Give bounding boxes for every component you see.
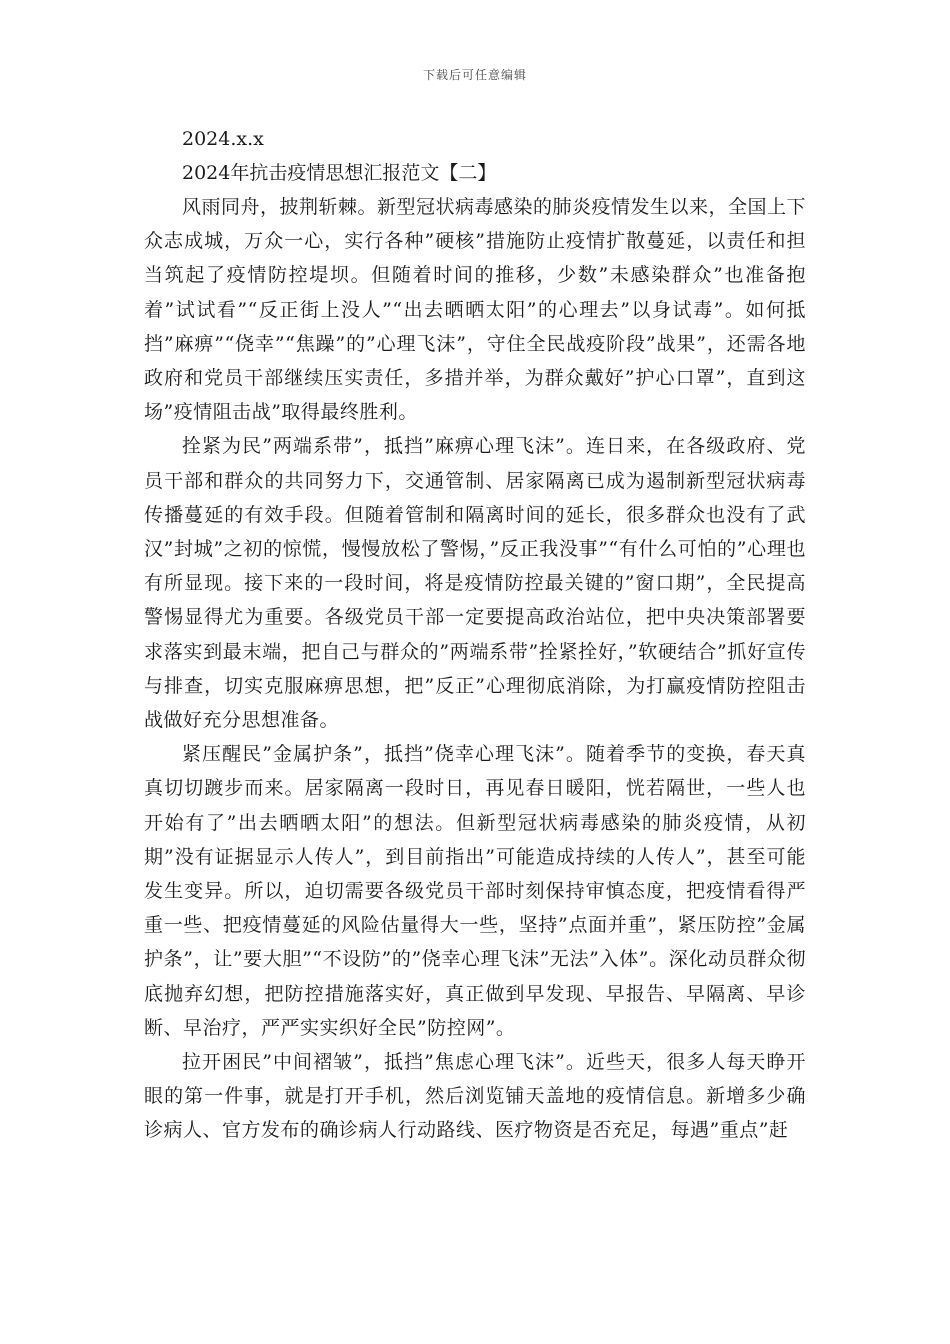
paragraph-2: 拴紧为民”两端系带”，抵挡”麻痹心理飞沫”。连日来，在各级政府、党员干部和群众的共同努力下，交通管制、居家隔离已成为遏制新型冠状病毒传播蔓延的有效手段。但随着管制和隔离时间的延长，很多群众也没有了武汉”封城”之初的惊慌，慢慢放松了警惕，”反正我没事”“有什么可怕的”心理也有所显现。接下来的一段时间，将是疫情防控最关键的”窗口期”，全民提高警惕显得尤为重要。各级党员干部一定要提高政治站位，把中央决策部署要求落实到最末端，把自己与群众的”两端系带”拴紧拴好，”软硬结合”抓好宣传与排查，切实克服麻痹思想，把”反正”心理彻底消除，为打赢疫情防控阻击战做好充分思想准备。 xyxy=(144,435,806,732)
page-header-note: 下载后可任意编辑 xyxy=(422,68,527,82)
paragraph-3: 紧压醒民”金属护条”，抵挡”侥幸心理飞沫”。随着季节的变换，春天真真切切踱步而来。居家隔离一段时日，再见春日暖阳，恍若隔世，一些人也开始有了”出去晒晒太阳”的想法。但新型冠状病毒感染的肺炎疫情，从初期”没有证据显示人传人”，到目前指出”可能造成持续的人传人”，甚至可能发生变异。所以，迫切需要各级党员干部时刻保持审慎态度，把疫情看得严重一些、把疫情蔓延的风险估量得大一些，坚持”点面并重”，紧压防控”金属护条”，让”要大胆”“不设防”的”侥幸心理飞沫”无法”入体”。深化动员群众彻底抛弃幻想，把防控措施落实好，真正做到早发现、早报告、早隔离、早诊断、早治疗，严严实实织好全民”防控网”。 xyxy=(144,743,806,1039)
document-body xyxy=(144,122,806,1148)
paragraph-1: 风雨同舟，披荆斩棘。新型冠状病毒感染的肺炎疫情发生以来，全国上下众志成城，万众一心，实行各种”硬核”措施防止疫情扩散蔓延，以责任和担当筑起了疫情防控堤坝。但随着时间的推移，少数”未感染群众”也准备抱着”试试看”“反正街上没人”“出去晒晒太阳”的心理去”以身试毒”。如何抵挡”麻痹”“侥幸”“焦躁”的”心理飞沫”，守住全民战疫阶段”战果”，还需各地政府和党员干部继续压实责任，多措并举，为群众戴好”护心口罩”，直到这场”疫情阻击战”取得最终胜利。 xyxy=(144,196,807,424)
document-date: 2024.x.x xyxy=(182,128,264,150)
document-title: 2024年抗击疫情思想汇报范文【二】 xyxy=(182,162,497,184)
paragraph-4: 拉开困民”中间褶皱”，抵挡”焦虑心理飞沫”。近些天，很多人每天睁开眼的第一件事，就是打开手机，然后浏览铺天盖地的疫情信息。新增多少确诊病人、官方发布的确诊病人行动路线、医疗物资是否充足，每遇”重点”赶 xyxy=(144,1051,806,1142)
